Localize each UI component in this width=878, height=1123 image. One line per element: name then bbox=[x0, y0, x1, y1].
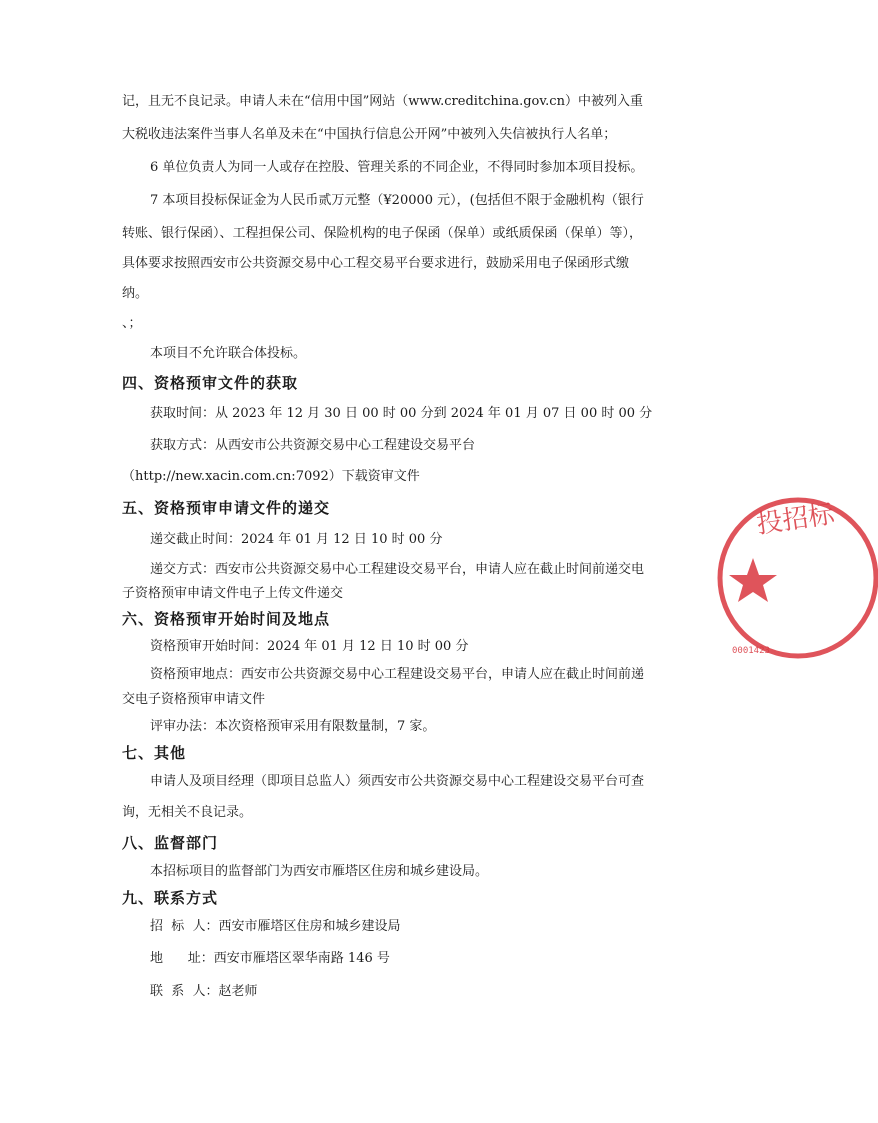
prequal-place: 资格预审地点：西安市公共资源交易中心工程建设交易平台，申请人应在截止时间前递 bbox=[150, 667, 645, 682]
section-heading: 七、其他 bbox=[122, 744, 187, 762]
contact-row-tenderer bbox=[150, 917, 401, 937]
tenderer-value: 西安市雁塔区住房和城乡建设局 bbox=[218, 919, 401, 934]
section-heading: 九、联系方式 bbox=[122, 889, 219, 907]
paragraph-line: 大税收违法案件当事人名单及未在“中国执行信息公开网”中被列入失信被执行人名单； bbox=[122, 127, 617, 142]
acquisition-url: （http://new.xacin.com.cn:7092）下载资审文件 bbox=[122, 469, 420, 484]
paragraph-line: 转账、银行保函）、工程担保公司、保险机构的电子保函（保单）或纸质保函（保单）等）， bbox=[122, 226, 643, 241]
paragraph-line: 6 单位负责人为同一人或存在控股、管理关系的不同企业，不得同时参加本项目投标。 bbox=[150, 160, 644, 175]
paragraph-line: 具体要求按照西安市公共资源交易中心工程交易平台要求进行，鼓励采用电子保函形式缴 bbox=[122, 256, 630, 271]
acquisition-method: 获取方式：从西安市公共资源交易中心工程建设交易平台 bbox=[150, 438, 476, 453]
seal-text: 投招标 bbox=[754, 499, 837, 540]
other-text: 询，无相关不良记录。 bbox=[122, 805, 253, 820]
prequal-start: 资格预审开始时间：2024 年 01 月 12 日 10 时 00 分 bbox=[150, 639, 469, 654]
supervision-text: 本招标项目的监督部门为西安市雁塔区住房和城乡建设局。 bbox=[150, 864, 489, 879]
acquisition-time: 获取时间：从 2023 年 12 月 30 日 00 时 00 分到 2024 年 01 月 07 日 00 时 00 分 bbox=[150, 406, 653, 421]
section-heading: 六、资格预审开始时间及地点 bbox=[122, 610, 331, 628]
contact-label: 联 系 人： bbox=[150, 984, 219, 999]
seal-number: 0001423 bbox=[732, 646, 770, 656]
paragraph-line: 、； bbox=[122, 316, 142, 331]
section-heading: 八、监督部门 bbox=[122, 834, 219, 852]
paragraph-line: 纳。 bbox=[122, 286, 149, 301]
address-value: 西安市雁塔区翠华南路 146 号 bbox=[213, 951, 390, 966]
paragraph-line: 本项目不允许联合体投标。 bbox=[150, 346, 307, 361]
official-seal-stamp bbox=[718, 488, 878, 668]
submission-method: 递交方式：西安市公共资源交易中心工程建设交易平台，申请人应在截止时间前递交电 bbox=[150, 562, 645, 577]
submission-method: 子资格预审申请文件电子上传文件递交 bbox=[122, 586, 344, 601]
star-icon bbox=[729, 558, 777, 602]
contact-value: 赵老师 bbox=[218, 984, 258, 999]
review-method: 评审办法：本次资格预审采用有限数量制，7 家。 bbox=[150, 719, 436, 734]
contact-row-person bbox=[150, 982, 258, 1002]
section-heading: 五、资格预审申请文件的递交 bbox=[122, 499, 331, 517]
paragraph-line: 记，且无不良记录。申请人未在“信用中国”网站（www.creditchina.gov.cn）中被列入重 bbox=[122, 94, 643, 109]
submission-deadline: 递交截止时间：2024 年 01 月 12 日 10 时 00 分 bbox=[150, 532, 443, 547]
address-label: 地 址： bbox=[150, 951, 214, 966]
contact-row-address bbox=[150, 949, 390, 969]
tenderer-label: 招 标 人： bbox=[150, 919, 219, 934]
other-text: 申请人及项目经理（即项目总监人）须西安市公共资源交易中心工程建设交易平台可查 bbox=[150, 774, 645, 789]
paragraph-line: 7 本项目投标保证金为人民币贰万元整（¥20000 元），(包括但不限于金融机构（银行 bbox=[150, 193, 644, 208]
prequal-place: 交电子资格预审申请文件 bbox=[122, 692, 266, 707]
section-heading: 四、资格预审文件的获取 bbox=[122, 374, 299, 392]
